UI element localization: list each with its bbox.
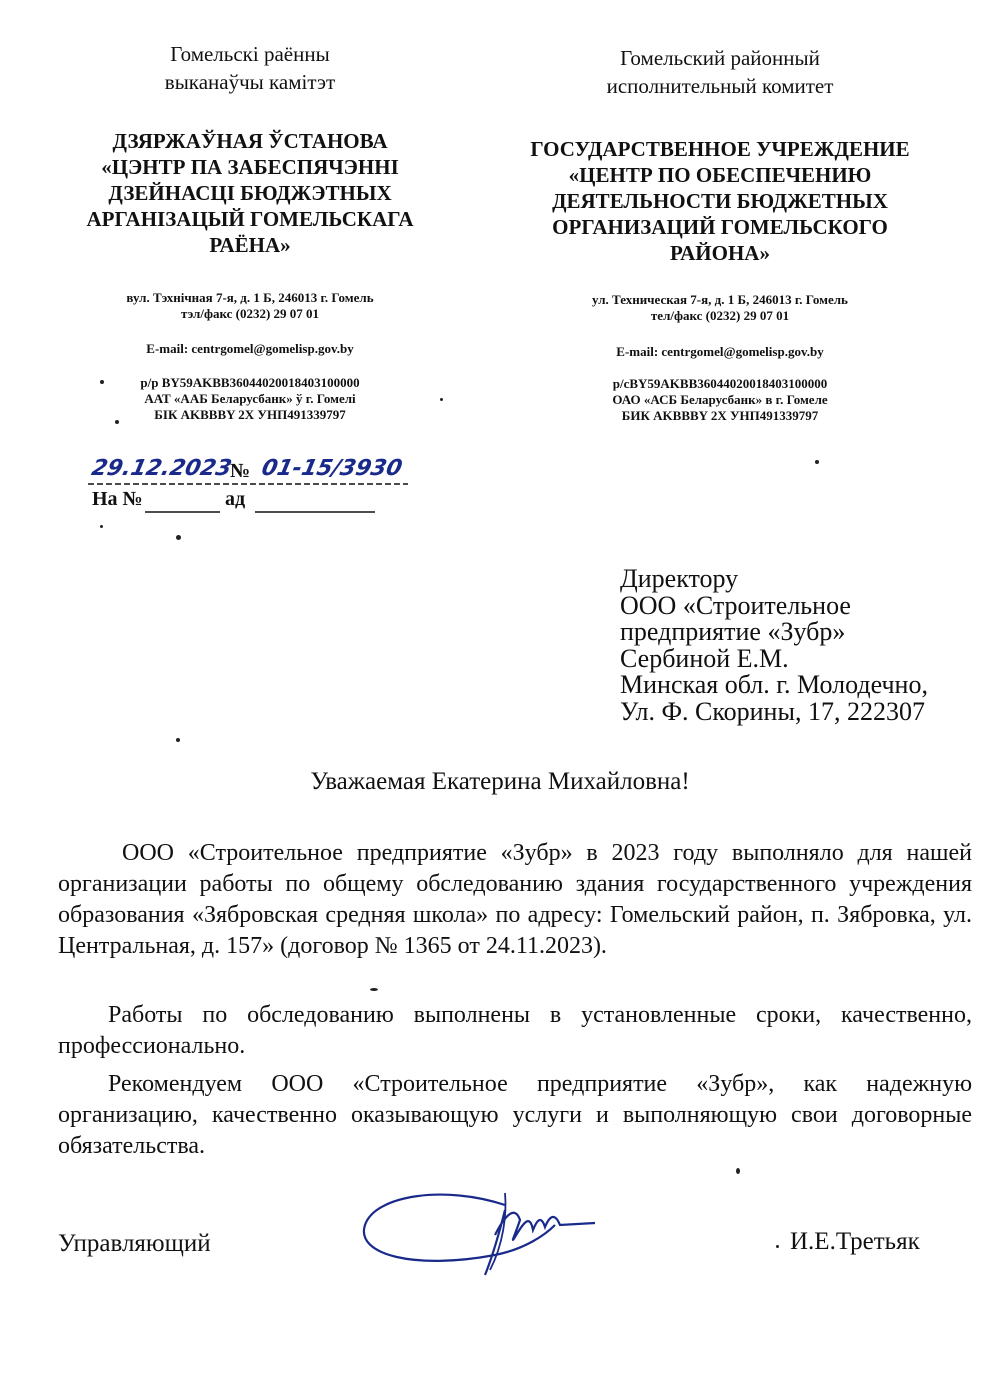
reg-underline: [88, 482, 408, 486]
institution-line: ОРГАНИЗАЦИЙ ГОМЕЛЬСКОГО: [552, 215, 888, 239]
authority-line: Гомельскі раённы: [170, 42, 330, 66]
scan-speck: [115, 420, 119, 424]
bank-line: р/сBY59AKBB36044020018403100000: [612, 376, 828, 391]
addressee-line: Минская обл. г. Молодечно,: [620, 670, 928, 699]
bank-line: БИК AKBBBY 2X УНП491339797: [621, 408, 819, 423]
body-paragraph: Работы по обследованию выполнены в установленные сроки, качественно, профессионально.: [58, 1002, 972, 1059]
scan-speck: [176, 535, 181, 540]
authority-line: исполнительный комитет: [606, 74, 834, 98]
handwritten-signature: [355, 1175, 615, 1285]
authority-line: выканаўчы камітэт: [164, 70, 336, 94]
addressee-line: предприятие «Зубр»: [620, 617, 846, 646]
institution-line: РАЙОНА»: [670, 241, 770, 265]
scan-speck: [736, 1168, 740, 1174]
reg-date: 29.12.2023: [89, 456, 234, 481]
signatory-name: И.Е.Третьяк: [790, 1228, 920, 1255]
scan-speck: [440, 398, 443, 401]
reply-from-label: ад: [225, 488, 246, 510]
scan-speck: [815, 460, 819, 464]
address-line: ул. Техническая 7-я, д. 1 Б, 246013 г. Гомель: [592, 292, 848, 307]
addressee-line: Директору: [620, 564, 739, 593]
salutation: Уважаемая Екатерина Михайловна!: [310, 768, 690, 795]
institution-line: «ЦЕНТР ПО ОБЕСПЕЧЕНИЮ: [568, 163, 872, 187]
institution-line: ДЗЕЙНАСЦІ БЮДЖЭТНЫХ: [108, 181, 392, 205]
address-line: тел/факс (0232) 29 07 01: [650, 308, 790, 323]
bank-line: ОАО «АСБ Беларусбанк» в г. Гомеле: [612, 392, 828, 407]
institution-line: ДЗЯРЖАЎНАЯ ЎСТАНОВА: [112, 129, 388, 153]
reply-label: На №: [92, 488, 143, 510]
scan-speck: [370, 988, 378, 991]
reg-number: 01-15/3930: [259, 456, 405, 481]
reg-number-label: №: [230, 460, 251, 482]
address-line: тэл/факс (0232) 29 07 01: [180, 306, 320, 321]
scan-speck: [100, 380, 104, 384]
signatory-role: Управляющий: [58, 1230, 211, 1257]
bank-line: БІК AKBBBY 2X УНП491339797: [154, 407, 346, 422]
email-line: E-mail: centrgomel@gomelisp.gov.by: [146, 341, 354, 356]
bank-line: ААТ «ААБ Беларусбанк» ў г. Гомелі: [144, 391, 356, 406]
bank-line: р/р BY59AKBB36044020018403100000: [140, 375, 360, 390]
institution-line: «ЦЭНТР ПА ЗАБЕСПЯЧЭННІ: [101, 155, 399, 179]
institution-line: ГОСУДАРСТВЕННОЕ УЧРЕЖДЕНИЕ: [530, 137, 910, 161]
scan-speck: [776, 1245, 779, 1248]
address-line: вул. Тэхнічная 7-я, д. 1 Б, 246013 г. Гомель: [126, 290, 374, 305]
addressee-line: Ул. Ф. Скорины, 17, 222307: [620, 696, 925, 726]
addressee-line: ООО «Строительное: [620, 590, 851, 620]
institution-line: РАЁНА»: [209, 233, 291, 257]
scan-speck: [176, 738, 180, 742]
authority-line: Гомельский районный: [620, 46, 820, 70]
institution-line: АРГАНІЗАЦЫЙ ГОМЕЛЬСКАГА: [86, 207, 414, 231]
addressee-block: [620, 566, 980, 725]
scan-speck: [100, 525, 103, 528]
institution-line: ДЕЯТЕЛЬНОСТИ БЮДЖЕТНЫХ: [552, 189, 888, 213]
body-paragraph: Рекомендуем ООО «Строительное предприятие «Зубр», как надежную организацию, качественно оказывающую услуги и выполняющую свои договорные обязательства.: [58, 1071, 972, 1159]
body-paragraph: ООО «Строительное предприятие «Зубр» в 2023 году выполняло для нашей организации работы по общему обследованию здания государственного учреждения образования «Зябровская средняя школа» по адресу: Гомельский район, п. Зябровка, ул. Центральная, д. 157» (договор № 1365 от 24.11.2023).: [58, 840, 972, 959]
addressee-line: Сербиной Е.М.: [620, 643, 789, 673]
reply-underline: [145, 510, 375, 514]
email-line: E-mail: centrgomel@gomelisp.gov.by: [616, 344, 824, 359]
